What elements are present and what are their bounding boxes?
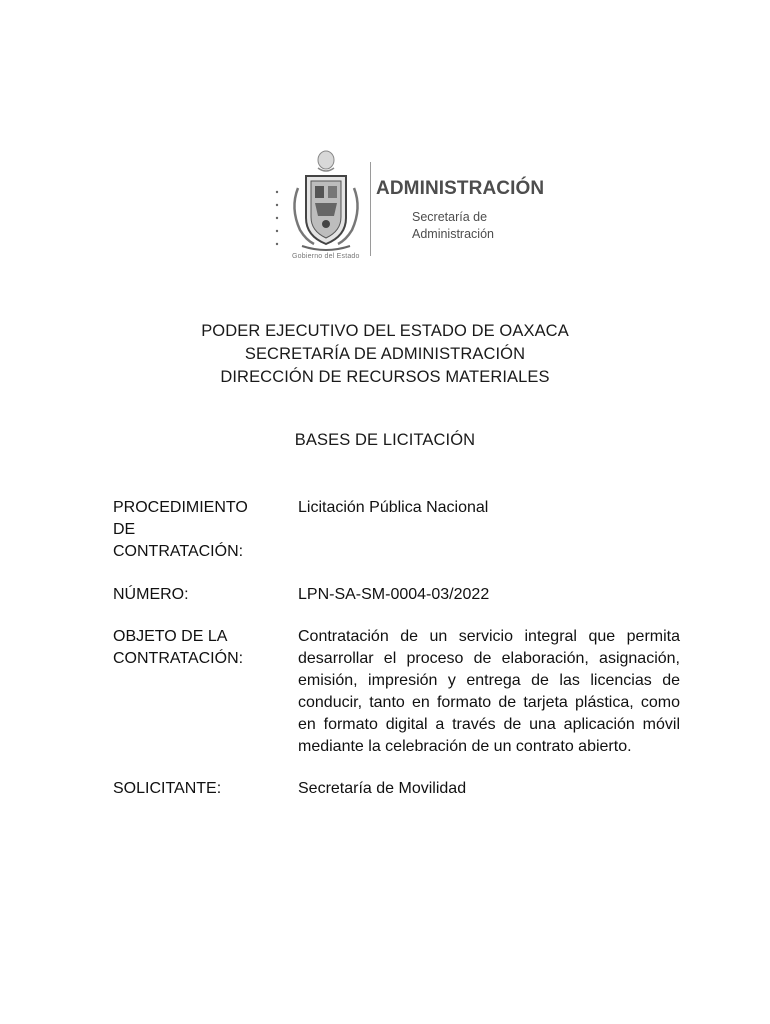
logo-subtitle: [412, 209, 494, 243]
state-coat-of-arms-icon: [284, 148, 368, 256]
procedimiento-label-line1: PROCEDIMIENTO: [113, 499, 248, 516]
objeto-label: [113, 626, 283, 670]
logo-subtitle-line1: Secretaría de: [412, 210, 488, 224]
procedimiento-label: [113, 497, 283, 563]
heading-executive-power: PODER EJECUTIVO DEL ESTADO DE OAXACA: [201, 322, 569, 340]
solicitante-label: SOLICITANTE:: [113, 780, 222, 797]
numero-value: LPN-SA-SM-0004-03/2022: [298, 586, 490, 603]
government-logo: [272, 148, 545, 266]
logo-title: ADMINISTRACIÓN: [376, 178, 545, 199]
logo-divider: [370, 162, 371, 256]
solicitante-value: Secretaría de Movilidad: [298, 780, 467, 797]
heading-secretariat: SECRETARÍA DE ADMINISTRACIÓN: [244, 345, 526, 363]
procedimiento-value: Licitación Pública Nacional: [298, 499, 489, 516]
objeto-label-line2: CONTRATACIÓN:: [113, 650, 244, 667]
procedimiento-label-line3: CONTRATACIÓN:: [113, 543, 244, 560]
objeto-value: Contratación de un servicio integral que permita desarrollar el proceso de elaboración, asignación, emisión, impresión y entrega de las licencias de conducir, tanto en formato de tarjeta plástica, como en formato digital a través de una aplicación móvil mediante la celebración de un contrato abierto.: [298, 628, 680, 755]
logo-subtitle-line2: Administración: [412, 227, 494, 241]
heading-directorate: DIRECCIÓN DE RECURSOS MATERIALES: [220, 368, 550, 386]
numero-label: NÚMERO:: [113, 586, 189, 603]
logo-caption: Gobierno del Estado: [292, 253, 360, 260]
procedimiento-label-line2: DE: [113, 521, 136, 538]
logo-dots: [274, 188, 280, 248]
document-title: BASES DE LICITACIÓN: [294, 431, 476, 449]
objeto-label-line1: OBJETO DE LA: [113, 628, 228, 645]
